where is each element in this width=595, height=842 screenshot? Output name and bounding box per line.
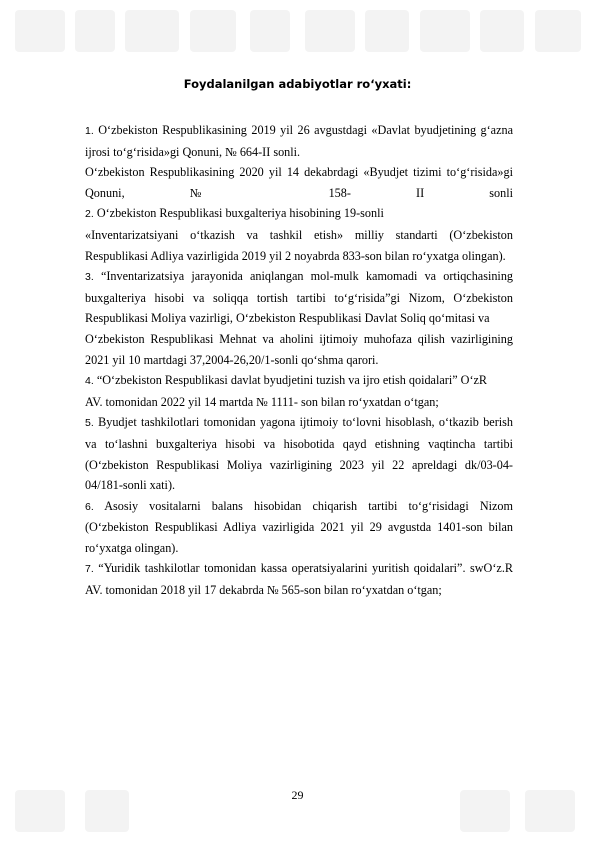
reference-text: Asosiy vositalarni balans hisobidan chiqarish tartibi to‘g‘risidagi Nizom (O‘zbekiston Respublikasi Adliya vazirligida 2021 yil 29 avgustda 1401-son bilan ro‘yxatga olingan).	[85, 498, 513, 555]
reference-text: “Yuridik tashkilotlar tomonidan kassa operatsiyalarini yuritish qoidalari”. swO‘z.R AV. tomonidan 2018 yil 17 dekabrda № 565-son bilan ro‘yxatdan o‘tgan;	[85, 561, 514, 598]
reference-item	[85, 203, 513, 225]
reference-item	[85, 329, 513, 370]
reference-number: 3.	[85, 271, 94, 284]
reference-text: O‘zbekiston Respublikasining 2019 yil 26 avgustdagi «Davlat byudjetining g‘azna ijrosi to‘g‘risida»gi Qonuni, № 664-II sonli.	[85, 123, 513, 159]
reference-number: 4.	[85, 375, 94, 388]
reference-text: Byudjet tashkilotlari tomonidan yagona ijtimoiy to‘lovni hisoblash, o‘tkazib berish va to‘lashni buxgalteriya hisobi va hisobotida qayd etishning vaqtincha tartibi (O‘zbekiston Respublikasi Moliya vazirligining 2023 yil 22 apreldagi dk/03-04-04/181-sonli xati).	[85, 415, 513, 493]
reference-number: 1.	[85, 125, 94, 137]
reference-item	[85, 225, 513, 266]
reference-item	[85, 370, 513, 392]
reference-item	[85, 266, 513, 329]
reference-number: 7.	[85, 563, 94, 576]
reference-number: 2.	[85, 208, 94, 221]
reference-item	[85, 162, 513, 203]
page-number: 29	[291, 788, 304, 802]
reference-item	[85, 392, 513, 413]
reference-text: O‘zbekiston Respublikasining 2020 yil 14 dekabrdagi «Byudjet tizimi to‘g‘risida»gi Qonuni, № 158- II sonli	[85, 165, 513, 200]
reference-text: AV. tomonidan 2022 yil 14 martda № 1111- son bilan ro‘yxatdan o‘tgan;	[85, 394, 439, 409]
reference-item	[85, 120, 513, 162]
references-list	[85, 120, 513, 601]
reference-text: “O‘zbekiston Respublikasi davlat byudjetini tuzish va ijro etish qoidalari” O‘zR	[96, 373, 488, 388]
reference-text: «Inventarizatsiyani o‘tkazish va tashkil etish» milliy standarti (O‘zbekiston Respublikasi Adliya vazirligida 2019 yil 2 noyabrda 833-son bilan ro‘yxatga olingan).	[85, 227, 513, 263]
reference-text: O‘zbekiston Respublikasi Mehnat va aholini ijtimoiy muhofaza qilish vazirligining 2021 yil 10 martdagi 37,2004-26,20/1-sonli qo‘shma qarori.	[85, 331, 513, 367]
reference-item	[85, 496, 513, 559]
reference-number: 6.	[85, 500, 94, 513]
reference-number: 5.	[85, 417, 94, 430]
reference-item	[85, 558, 513, 600]
reference-item	[85, 412, 513, 495]
reference-text: O‘zbekiston Respublikasi buxgalteriya hisobining 19-sonli	[96, 206, 384, 221]
page-title: Foydalanilgan adabiyotlar ro‘yxati:	[183, 77, 412, 91]
reference-text: “Inventarizatsiya jarayonida aniqlangan mol-mulk kamomadi va ortiqchasining buxgalteriya hisobi va soliqqa tortish tartibi to‘g‘risida”gi Nizom, O‘zbekiston Respublikasi Moliya vazirligi, O‘zbekiston Respublikasi Davlat Soliq qo‘mitasi va	[85, 269, 514, 326]
